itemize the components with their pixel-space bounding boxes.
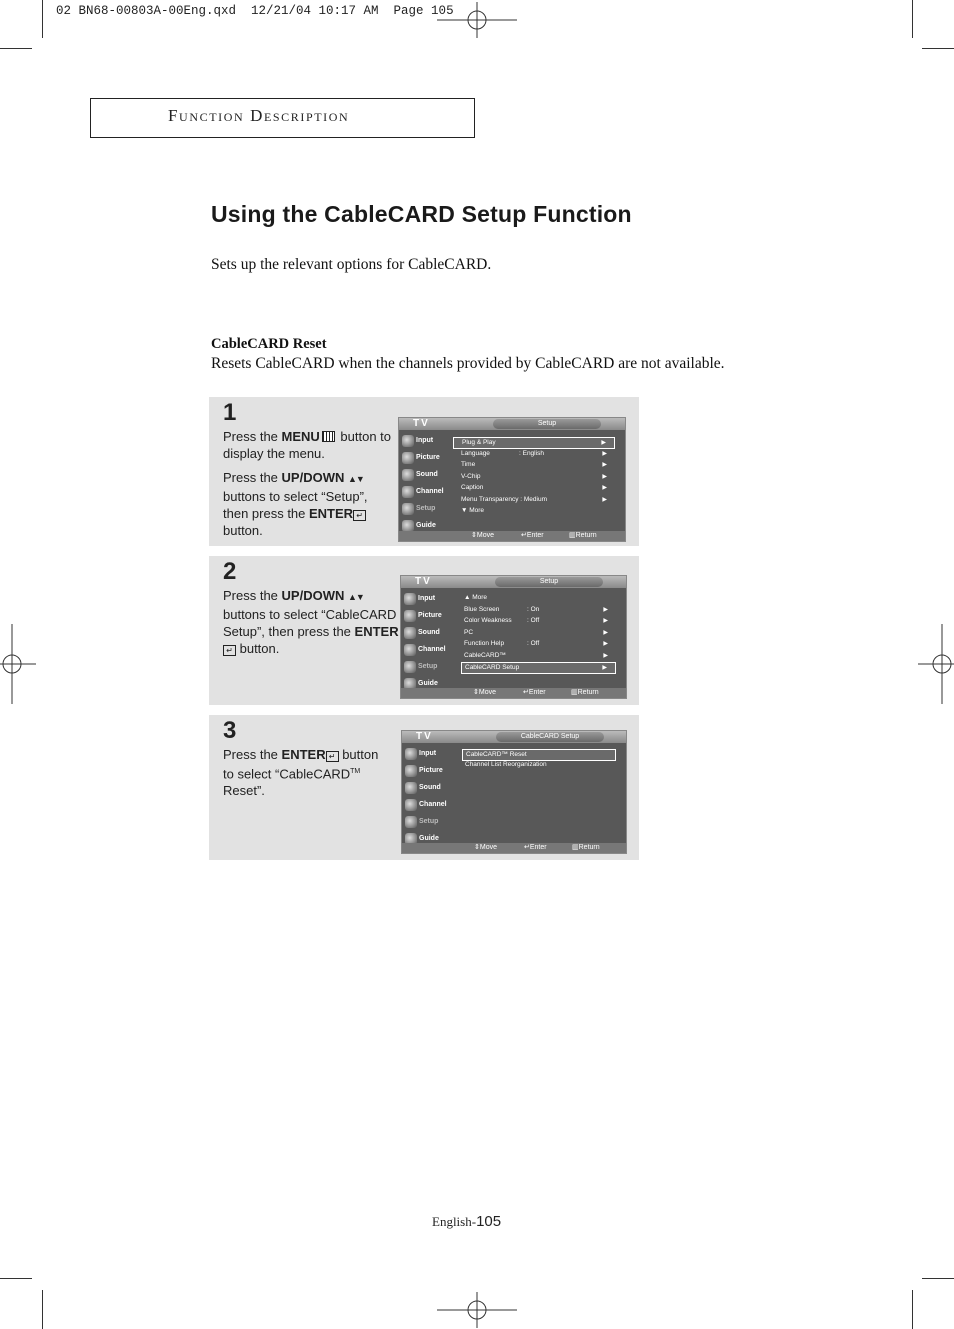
- step-number: 2: [223, 558, 237, 585]
- tv-menu-screen: [401, 730, 627, 854]
- step-instruction: Press the ENTER ↵ button to select “CableCARD™ Reset”.: [223, 747, 379, 799]
- setup-icon: [405, 816, 417, 828]
- sidebar-item-picture: Picture: [404, 764, 448, 779]
- sidebar-item-sound: Sound: [404, 781, 448, 796]
- up-down-arrows-icon: ▲▼: [348, 474, 364, 484]
- up-down-arrows-icon: ▲▼: [348, 592, 364, 602]
- registration-mark-icon: [437, 1292, 517, 1328]
- menu-tab: Setup: [493, 419, 601, 429]
- print-header: 02 BN68-00803A-00Eng.qxd 12/21/04 10:17 AM Page 105: [56, 4, 454, 18]
- return-hint: ▥ Return: [572, 844, 600, 851]
- step-number: 3: [223, 717, 237, 744]
- page-number: English-105: [432, 1213, 502, 1230]
- setup-icon: [404, 661, 416, 673]
- menu-item: Menu Transparency : Medium ▶: [461, 496, 607, 503]
- channel-icon: [405, 799, 417, 811]
- crop-mark: [922, 48, 954, 49]
- step-3: [209, 715, 639, 860]
- step-2: [209, 556, 639, 705]
- channel-icon: [402, 486, 414, 498]
- step-instruction: Press the UP/DOWN ▲▼ buttons to select “Setup”, then press the ENTER ↵ button.: [223, 470, 368, 538]
- sidebar-item-sound: Sound: [401, 468, 445, 483]
- enter-button-icon: ↵: [223, 645, 236, 656]
- crop-mark: [912, 0, 913, 38]
- sidebar-item-setup: Setup: [404, 815, 448, 830]
- menu-item: Channel List Reorganization: [465, 761, 547, 768]
- crop-mark: [0, 1278, 32, 1279]
- setup-icon: [402, 503, 414, 515]
- sidebar-item-sound: Sound: [403, 626, 447, 641]
- sidebar-item-setup: Setup: [401, 502, 445, 517]
- channel-icon: [404, 644, 416, 656]
- return-hint: ▥ Return: [571, 689, 599, 696]
- sidebar-item-setup: Setup: [403, 660, 447, 675]
- page-title: Using the CableCARD Setup Function: [211, 201, 632, 227]
- enter-button-icon: ↵: [326, 751, 339, 762]
- sound-icon: [405, 782, 417, 794]
- registration-mark-icon: [437, 2, 517, 38]
- menu-item: PC ▶: [464, 629, 608, 636]
- menu-button-icon: [322, 431, 335, 442]
- menu-item: Function Help : Off ▶: [464, 640, 608, 647]
- sidebar-item-channel: Channel: [403, 643, 447, 658]
- sidebar-item-channel: Channel: [401, 485, 445, 500]
- subsection-description: Resets CableCARD when the channels provided by CableCARD are not available.: [211, 355, 725, 372]
- input-icon: [404, 593, 416, 605]
- tv-sidebar: [401, 588, 447, 690]
- menu-item: ▼ More: [461, 507, 485, 514]
- sidebar-item-input: Input: [403, 592, 447, 607]
- step-number: 1: [223, 399, 237, 426]
- enter-hint: ↵ Enter: [523, 689, 546, 696]
- step-instruction: Press the UP/DOWN ▲▼ buttons to select “CableCARD Setup”, then press the ENTER↵ button.: [223, 588, 399, 656]
- sidebar-item-guide: Guide: [403, 677, 447, 692]
- menu-item: V-Chip ▶: [461, 473, 607, 480]
- menu-tab: Setup: [495, 577, 603, 587]
- enter-hint: ↵ Enter: [521, 532, 544, 539]
- step-instruction: Press the MENU button to display the menu.: [223, 429, 392, 461]
- tv-menu-screen: [400, 575, 627, 699]
- enter-hint: ↵ Enter: [524, 844, 547, 851]
- sidebar-item-input: Input: [404, 747, 448, 762]
- sidebar-item-picture: Picture: [403, 609, 447, 624]
- section-title: Function Description: [168, 106, 350, 125]
- menu-item: CableCARD™ ▶: [464, 652, 608, 659]
- return-hint: ▥ Return: [569, 532, 597, 539]
- picture-icon: [402, 452, 414, 464]
- crop-mark: [912, 1290, 913, 1329]
- tv-menu-screen: [398, 417, 626, 542]
- menu-tab: CableCARD Setup: [496, 732, 604, 742]
- menu-footer: [401, 688, 626, 698]
- registration-mark-icon: [0, 624, 36, 704]
- tv-logo: TV: [415, 576, 432, 587]
- tv-logo: TV: [416, 731, 433, 742]
- sound-icon: [402, 469, 414, 481]
- input-icon: [405, 748, 417, 760]
- menu-item: ▲ More: [464, 594, 488, 601]
- menu-footer: [399, 531, 625, 541]
- crop-mark: [0, 48, 32, 49]
- picture-icon: [405, 765, 417, 777]
- sound-icon: [404, 627, 416, 639]
- crop-mark: [922, 1278, 954, 1279]
- input-icon: [402, 435, 414, 447]
- menu-item: Language : English ▶: [461, 450, 607, 457]
- menu-item: CableCARD Setup ▶: [461, 662, 616, 674]
- picture-icon: [404, 610, 416, 622]
- crop-mark: [42, 0, 43, 38]
- sidebar-item-input: Input: [401, 434, 445, 449]
- menu-footer: [402, 843, 626, 853]
- registration-mark-icon: [918, 624, 954, 704]
- sidebar-item-guide: Guide: [401, 519, 445, 534]
- menu-item: Color Weakness : Off ▶: [464, 617, 608, 624]
- menu-item: Time ▶: [461, 461, 607, 468]
- crop-mark: [42, 1290, 43, 1329]
- move-hint: ⇕ Move: [474, 844, 497, 851]
- tv-logo: TV: [413, 418, 430, 429]
- menu-item: CableCARD™ Reset: [462, 749, 616, 761]
- intro-text: Sets up the relevant options for CableCARD.: [211, 256, 492, 273]
- sidebar-item-guide: Guide: [404, 832, 448, 847]
- tv-sidebar: [402, 743, 448, 845]
- move-hint: ⇕ Move: [473, 689, 496, 696]
- tv-sidebar: [399, 430, 445, 533]
- subsection-title: CableCARD Reset: [211, 336, 327, 352]
- step-1: [209, 397, 639, 546]
- move-hint: ⇕ Move: [471, 532, 494, 539]
- menu-item: Blue Screen : On ▶: [464, 606, 608, 613]
- sidebar-item-picture: Picture: [401, 451, 445, 466]
- menu-item: Plug & Play ▶: [453, 437, 615, 449]
- menu-item: Caption ▶: [461, 484, 607, 491]
- sidebar-item-channel: Channel: [404, 798, 448, 813]
- enter-button-icon: ↵: [353, 510, 366, 521]
